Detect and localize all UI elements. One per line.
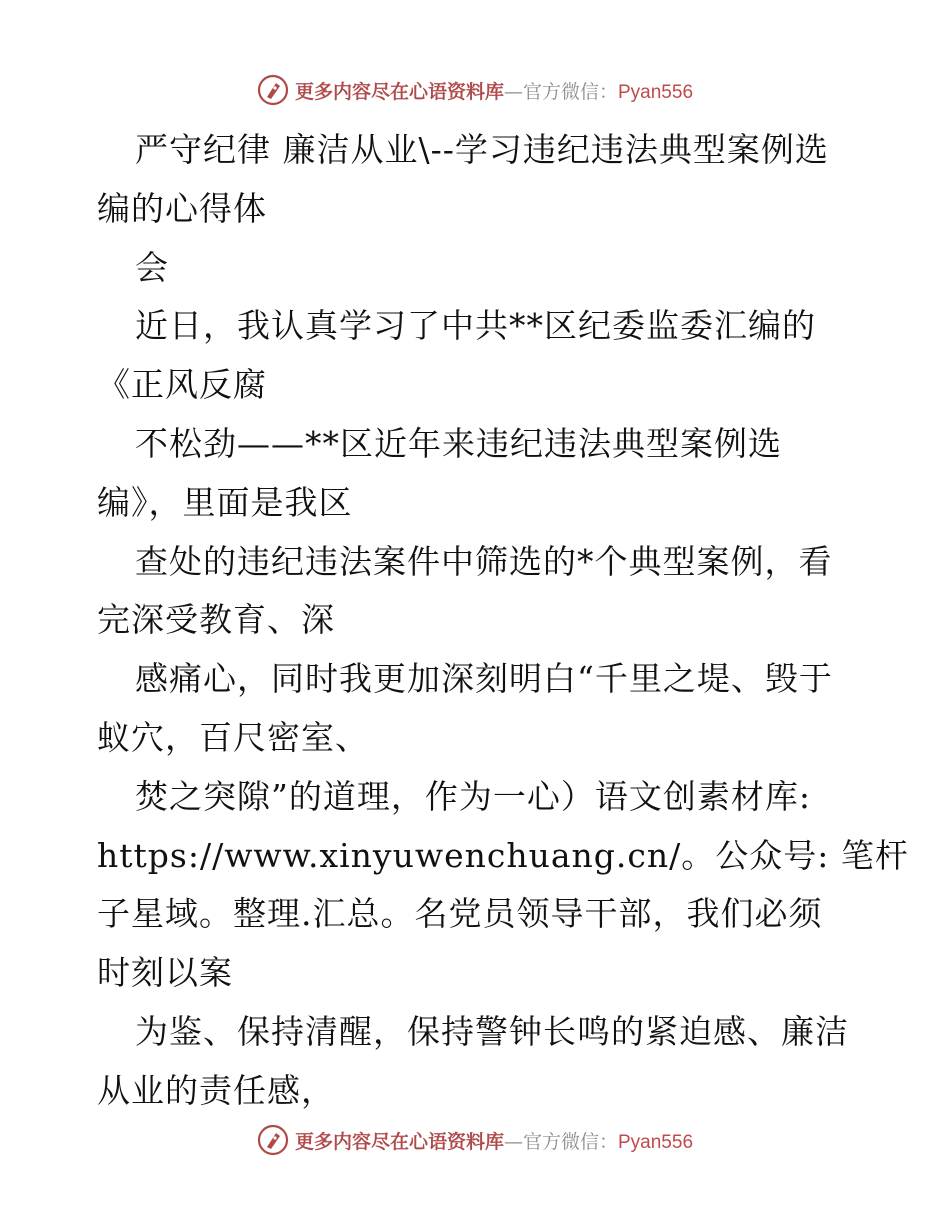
pen-nib-logo-icon (257, 1124, 289, 1156)
body-line-8: 查处的违纪违法案件中筛选的*个典型案例，看 (135, 541, 833, 581)
body-line-14: 子星域。整理.汇总。名党员领导干部，我们必须 (97, 894, 823, 934)
pen-nib-logo-icon (257, 74, 289, 106)
body-line-5: 《正风反腐 (97, 365, 267, 405)
body-line-13: https://www.xinyuwenchuang.cn/。公众号: 笔杆 (97, 835, 909, 875)
header-banner (0, 70, 950, 110)
body-line-12: 焚之突隙”的道理，作为一心）语文创素材库: (135, 776, 811, 816)
footer-banner-official: —官方微信： (503, 1130, 618, 1153)
body-line-10: 感痛心，同时我更加深刻明白“千里之堤、毁于 (135, 659, 833, 699)
body-line-6: 不松劲——**区近年来违纪违法典型案例选 (135, 423, 782, 463)
footer-banner (0, 1120, 950, 1160)
body-line-9: 完深受教育、深 (97, 600, 335, 640)
document-body (97, 121, 909, 1121)
body-line-16: 为鉴、保持清醒，保持警钟长鸣的紧迫感、廉洁 (135, 1011, 849, 1051)
body-line-15: 时刻以案 (97, 953, 233, 993)
footer-banner-text (295, 1127, 693, 1154)
header-banner-account: Pyan556 (618, 81, 694, 103)
body-line-2: 编的心得体 (97, 188, 267, 228)
body-line-1: 严守纪律 廉洁从业\--学习违纪违法典型案例选 (135, 130, 829, 169)
body-line-11: 蚁穴，百尺密室、 (97, 717, 369, 757)
body-line-4: 近日，我认真学习了中共**区纪委监委汇编的 (135, 306, 816, 346)
body-line-3: 会 (135, 247, 169, 287)
body-line-7: 编》，里面是我区 (97, 482, 353, 522)
header-banner-text (295, 77, 693, 104)
body-line-17: 从业的责任感， (97, 1070, 335, 1110)
footer-banner-account: Pyan556 (618, 1131, 694, 1153)
footer-banner-prefix: 更多内容尽在心语资料库 (294, 1130, 504, 1153)
header-banner-prefix: 更多内容尽在心语资料库 (294, 80, 504, 103)
header-banner-official: —官方微信： (503, 80, 618, 103)
